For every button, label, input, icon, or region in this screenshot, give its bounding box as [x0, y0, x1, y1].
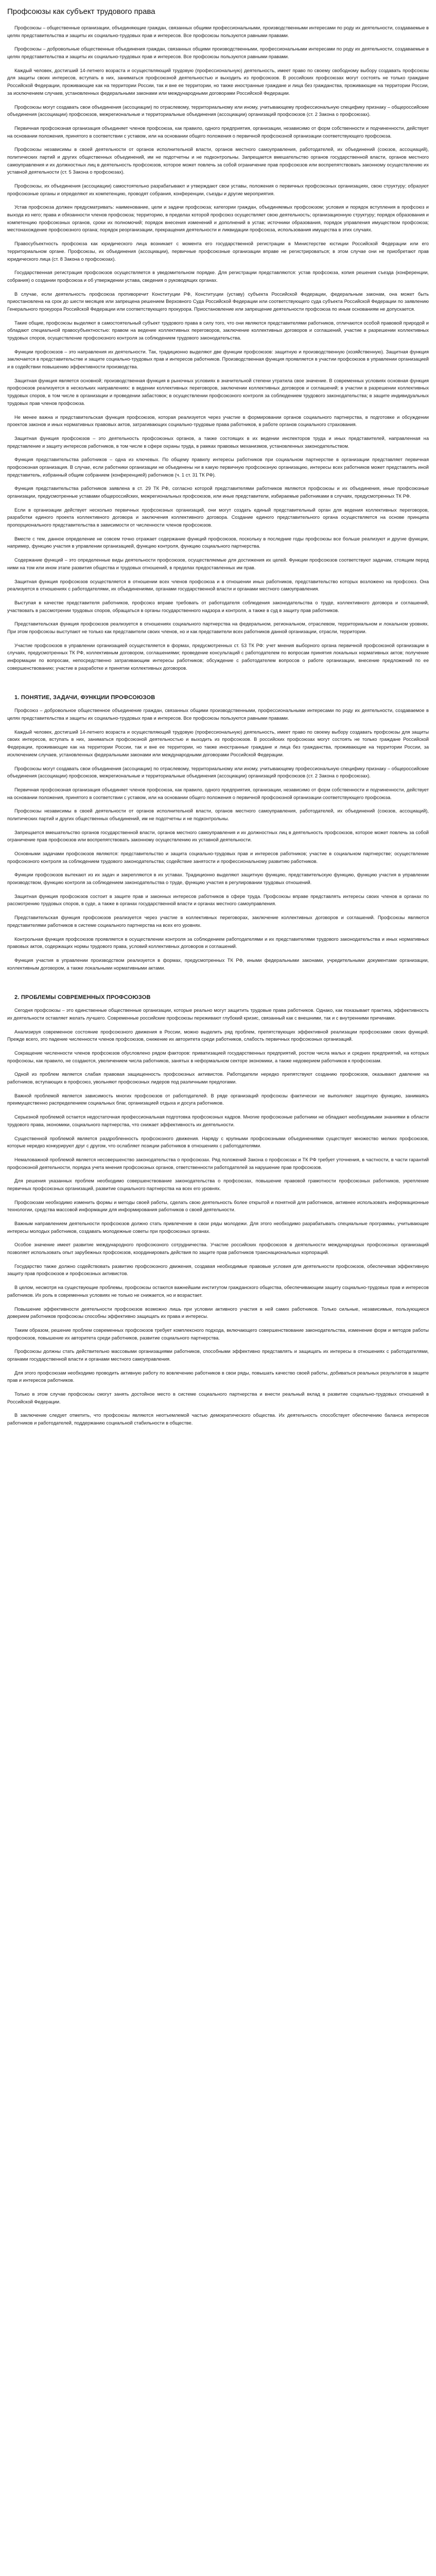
paragraph: В целом, несмотря на существующие проблемы, профсоюзы остаются важнейшим институтом гражданского общества, обеспечивающим защиту социально-трудовых прав и интересов работников. Их роль в современных условиях не только не снижается, но и возрастает. [7, 1285, 429, 1298]
paragraph: Защитная функция профсоюзов осуществляется в отношении всех членов профсоюза и в отношении иных работников, представительство которых возложено на профсоюз. Она реализуется в отношениях с работодателями, их объединениями, органами государственной власти и органами местного самоуправления. [7, 579, 429, 592]
paragraph: Профсоюзы – добровольные общественные объединения граждан, связанных общими производственными, профессиональными интересами по роду их деятельности, создаваемые в целях представительства и защиты их социально-трудовых прав и интересов. Все профсоюзы пользуются равными правами. [7, 46, 429, 60]
paragraph: Каждый человек, достигший 14-летнего возраста и осуществляющий трудовую (профессиональную) деятельность, имеет право по своему свободному выбору создавать профсоюзы для защиты своих интересов, вступать в них, заниматься профсоюзной деятельностью и выходить из профсоюзов. В российских профсоюзах могут состоять не только граждане Российской Федерации, проживающие как на территории России, так и вне ее территории, но также иностранные граждане и лица без гражданства, проживающие на территории России, за исключением случаев, установленных федеральными законами или международными договорами Российской Федерации. [7, 67, 429, 96]
paragraph: Важным направлением деятельности профсоюзов должно стать привлечение в свои ряды молодежи. Для этого необходимо разрабатывать специальные программы, учитывающие интересы молодых работников, создавать молодежные советы при профсоюзных органах. [7, 1221, 429, 1234]
paragraph: Профсоюзы могут создавать свои объединения (ассоциации) по отраслевому, территориальному или иному, учитывающему профессиональную специфику признаку – общероссийские объединения (ассоциации) профсоюзов, межрегиональные и территориальные объединения (ассоциации) организаций профсоюзов (ст. 2 Закона о профсоюзах). [7, 766, 429, 779]
paragraph: Серьезной проблемой остается недостаточная профессиональная подготовка профсоюзных кадров. Многие профсоюзные работники не обладают необходимыми знаниями в области трудового права, экономики, социального партнерства, что снижает эффективность их деятельности. [7, 1114, 429, 1127]
paragraph: В случае, если деятельность профсоюза противоречит Конституции РФ, Конституции (уставу) субъекта Российской Федерации, федеральным законам, она может быть приостановлена на срок до шести месяцев или запрещена решением Верховного Суда Российской Федерации или соответствующего суда субъекта Российской Федерации по заявлению Генерального прокурора Российской Федерации или соответствующего прокурора. Приостановление или запрещение деятельности профсоюза по иным основаниям не допускается. [7, 291, 429, 312]
paragraph: Для этого профсоюзам необходимо проводить активную работу по вовлечению работников в свои ряды, повышать качество своей работы, добиваться реальных результатов в защите прав и интересов работников. [7, 1370, 429, 1383]
intro-section [7, 24, 429, 672]
paragraph: Профсоюз – добровольное общественное объединение граждан, связанных общими производственными, профессиональными интересами по роду их деятельности, создаваемое в целях представительства и защиты их социально-трудовых прав и интересов. Все профсоюзы пользуются равными правами. [7, 708, 429, 721]
paragraph: Немаловажной проблемой является несовершенство законодательства о профсоюзах. Ряд положений Закона о профсоюзах и ТК РФ требует уточнения, в частности, в части гарантий профсоюзной деятельности, порядка учета мнения профсоюзных органов, ответственности работодателей за нарушение прав профсоюзов. [7, 1157, 429, 1170]
section-heading-2: 2. ПРОБЛЕМЫ СОВРЕМЕННЫХ ПРОФСОЮЗОВ [14, 994, 151, 1001]
paragraph: Профсоюзам необходимо изменить формы и методы своей работы, сделать свою деятельность более открытой и понятной для работников, активнее использовать информационные технологии, средства массовой информации для информирования работников о своей деятельности. [7, 1199, 429, 1213]
paragraph: Выступая в качестве представителя работников, профсоюз вправе требовать от работодателя соблюдения законодательства о труде, коллективного договора и соглашений, участвовать в рассмотрении трудовых споров, обращаться в органы государственного надзора и контроля, а также в суд в защиту прав работников. [7, 600, 429, 613]
paragraph: Сокращение численности членов профсоюзов обусловлено рядом факторов: приватизацией государственных предприятий, ростом числа малых и средних предприятий, на которых профсоюзы, как правило, не создаются, увеличением числа работников, занятых в неформальном секторе экономики, а также недоверием работников к профсоюзам. [7, 1050, 429, 1063]
section-heading-1: 1. ПОНЯТИЕ, ЗАДАЧИ, ФУНКЦИИ ПРОФСОЮЗОВ [14, 694, 155, 701]
paragraph: Государственная регистрация профсоюзов осуществляется в уведомительном порядке. Для регистрации представляются: устав профсоюза, копия решения съезда (конференции, собрания) о создании профсоюза и об утверждении устава, сведения о руководящих органах. [7, 270, 429, 283]
paragraph: Представительская функция профсоюзов реализуется в отношениях социального партнерства на федеральном, региональном, отраслевом, территориальном и локальном уровнях. При этом профсоюзы выступают не только как представители своих членов, но и как представители всех работников данной организации, отрасли, территории. [7, 621, 429, 634]
paragraph: Важной проблемой является зависимость многих профсоюзов от работодателей. В ряде организаций профсоюзы фактически не выполняют защитную функцию, занимаясь преимущественно распределением социальных благ, организацией отдыха и досуга работников. [7, 1093, 429, 1106]
paragraph: Профсоюзы независимы в своей деятельности от органов исполнительной власти, органов местного самоуправления, работодателей, их объединений (союзов, ассоциаций), политических партий и других общественных объединений, им не подотчетны и не подконтрольны. [7, 808, 429, 821]
paragraph: Только в этом случае профсоюзы смогут занять достойное место в системе социального партнерства и внести реальный вклад в развитие социально-трудовых отношений в Российской Федерации. [7, 1392, 429, 1404]
paragraph: Существенной проблемой является раздробленность профсоюзного движения. Наряду с крупными профсоюзными объединениями существует множество мелких профсоюзов, которые нередко конкурируют друг с другом, что ослабляет позиции работников в отношениях с работодателями. [7, 1136, 429, 1149]
paragraph: Функции профсоюзов – это направления их деятельности. Так, традиционно выделяют две функции профсоюзов: защитную и производственную (хозяйственную). Защитная функция заключается в представительстве и защите социально-трудовых прав и интересов работников. Производственная функция проявляется в участии профсоюзов в управлении организацией и в содействии повышению эффективности производства. [7, 349, 429, 370]
paragraph: Профсоюзы независимы в своей деятельности от органов исполнительной власти, органов местного самоуправления, работодателей, их объединений (союзов, ассоциаций), политических партий и других общественных объединений, им не подотчетны и не подконтрольны. Запрещается вмешательство органов государственной власти, органов местного самоуправления и их должностных лиц в деятельность профсоюзов, которое может повлечь за собой ограничение прав профсоюзов или воспрепятствовать законному осуществлению их уставной деятельности (ст. 5 Закона о профсоюзах). [7, 147, 429, 175]
paragraph: Профсоюзы – общественные организации, объединяющие граждан, связанных общими профессиональными, производственными интересами по роду их деятельности, создаваемые в целях представительства и защиты их социально-трудовых прав и интересов. Все профсоюзы пользуются равными правами. [7, 25, 429, 38]
paragraph: Основными задачами профсоюзов являются: представительство и защита социально-трудовых прав и интересов работников; участие в социальном партнерстве; осуществление профсоюзного контроля за соблюдением трудового законодательства; содействие занятости и профессиональному развитию работников. [7, 851, 429, 864]
paragraph: Профсоюзы могут создавать свои объединения (ассоциации) по отраслевому, территориальному или иному, учитывающему профессиональную специфику признаку – общероссийские объединения (ассоциации) профсоюзов, межрегиональные и территориальные объединения (ассоциации) организаций профсоюзов (ст. 2 Закона о профсоюзах). [7, 104, 429, 117]
paragraph: Анализируя современное состояние профсоюзного движения в России, можно выделить ряд проблем, препятствующих эффективной реализации профсоюзами своих функций. Прежде всего, это падение численности членов профсоюзов, снижение их авторитета среди работников, слабость первичных профсоюзных организаций. [7, 1029, 429, 1042]
section-2-body [7, 1007, 429, 1427]
paragraph: Правосубъектность профсоюза как юридического лица возникает с момента его государственной регистрации в Министерстве юстиции Российской Федерации или его территориальном органе. Профсоюзы, их объединения (ассоциации), первичные профсоюзные организации вправе не регистрироваться; в этом случае они не приобретают прав юридического лица (ст. 8 Закона о профсоюзах). [7, 241, 429, 262]
paragraph: Такие общие, профсоюзы выделяют в самостоятельный субъект трудового права в силу того, что они являются представителями работников, отличаются особой правовой природой и обладают специальной правосубъектностью: правом на ведение коллективных переговоров, заключение коллективных договоров и соглашений, участие в разрешении коллективных трудовых споров, осуществление профсоюзного контроля за соблюдением трудового законодательства. [7, 320, 429, 341]
paragraph: Функция участия в управлении производством реализуется в формах, предусмотренных ТК РФ, иными федеральными законами, учредительными документами организации, коллективным договором, а также локальными нормативными актами. [7, 957, 429, 971]
paragraph: Первичная профсоюзная организация объединяет членов профсоюза, как правило, одного предприятия, организации, независимо от форм собственности и подчиненности, действует на основании положения, принятого в соответствии с уставом, или на основании общего положения о первичной профсоюзной организации соответствующего профсоюза. [7, 125, 429, 139]
paragraph: Представительская функция профсоюзов реализуется через участие в коллективных переговорах, заключение коллективных договоров и соглашений. Профсоюзы являются представителями работников в системе социального партнерства на всех его уровнях. [7, 915, 429, 928]
paragraph: Устав профсоюза должен предусматривать: наименование, цели и задачи профсоюза; категории граждан, объединяемых профсоюзом; условия и порядок вступления в профсоюз и выхода из него; права и обязанности членов профсоюза; территорию, в пределах которой профсоюз осуществляет свою деятельность; организационную структуру; порядок образования и компетенцию профсоюзных органов, сроки их полномочий; порядок внесения изменений и дополнений в устав; источники образования, порядок управления имуществом профсоюза; местонахождение профсоюзного органа; порядок реорганизации, прекращения деятельности и ликвидации профсоюза, использования имущества в этих случаях. [7, 205, 429, 233]
paragraph: Повышение эффективности деятельности профсоюзов возможно лишь при условии активного участия в ней самих работников. Только сильные, независимые, пользующиеся доверием работников профсоюзы способны эффективно защищать их права и интересы. [7, 1306, 429, 1319]
paragraph: Защитная функция является основной; производственная функция в рыночных условиях в значительной степени утратила свое значение. В современных условиях основная функция профсоюзов реализуется в нескольких направлениях: в ведении коллективных переговоров, заключении коллективных договоров и соглашений; в участии в разрешении коллективных трудовых споров, в том числе в организации и проведении забастовок; в осуществлении профсоюзного контроля за соблюдением трудового законодательства; в защите индивидуальных трудовых прав членов профсоюза. [7, 378, 429, 406]
paragraph: Государство также должно содействовать развитию профсоюзного движения, создавая необходимые правовые условия для деятельности профсоюзов, обеспечивая эффективную защиту прав профсоюзов и профсоюзных активистов. [7, 1263, 429, 1277]
paragraph: Каждый человек, достигший 14-летнего возраста и осуществляющий трудовую (профессиональную) деятельность, имеет право по своему выбору создавать профсоюзы для защиты своих интересов, вступать в них, заниматься профсоюзной деятельностью и выходить из профсоюзов. В российских профсоюзах могут состоять не только граждане Российской Федерации, проживающие как на территории России, так и вне ее территории, но также иностранные граждане и лица без гражданства, проживающие на территории России, за исключением случаев, установленных федеральными законами или международными договорами Российской Федерации. [7, 729, 429, 757]
paragraph: Для решения указанных проблем необходимо совершенствование законодательства о профсоюзах, повышение правовой грамотности профсоюзных работников, укрепление первичных профсоюзных организаций, развитие социального партнерства на всех его уровнях. [7, 1178, 429, 1191]
paragraph: Первичная профсоюзная организация объединяет членов профсоюза, как правило, одного предприятия, организации, независимо от форм собственности и подчиненности, действует на основании положения, принятого в соответствии с уставом, или на основании общего положения о первичной профсоюзной организации соответствующего профсоюза. [7, 787, 429, 800]
paragraph: Особое значение имеет развитие международного профсоюзного сотрудничества. Участие российских профсоюзов в деятельности международных профсоюзных организаций позволяет использовать опыт зарубежных профсоюзов, координировать действия по защите прав работников транснациональных корпораций. [7, 1242, 429, 1256]
paragraph: Функция представительства работников – одна из ключевых. По общему правилу интересы работников при социальном партнерстве в организации представляет первичная профсоюзная организация. В случае, если работники организации не объединены ни в какую первичную профсоюзную организацию, интересы всех работников может представлять иной представитель, избранный общим собранием (конференцией) работников (ч. 1 ст. 31 ТК РФ). [7, 457, 429, 478]
paragraph: Сегодня профсоюзы – это единственные общественные организации, которые реально могут защитить трудовые права работников. Однако, как показывает практика, эффективность их деятельности оставляет желать лучшего. Современные российские профсоюзы переживают глубокий кризис, связанный как с внешними, так и с внутренними причинами. [7, 1008, 429, 1021]
paragraph: Защитная функция профсоюзов состоит в защите прав и законных интересов работников в сфере труда. Профсоюзы вправе представлять интересы своих членов в органах по рассмотрению трудовых споров, в суде, а также в органах государственной власти и органах местного самоуправления. [7, 893, 429, 907]
paragraph: Функции профсоюзов вытекают из их задач и закрепляются в их уставах. Традиционно выделяют защитную функцию, представительскую функцию, функцию участия в управлении производством, функцию контроля за соблюдением законодательства о труде, функцию участия в регулировании трудовых отношений. [7, 872, 429, 886]
paragraph: Содержание функций – это определенные виды деятельности профсоюзов, осуществляемые для достижения их целей. Функции профсоюзов соответствуют задачам, стоящим перед ними на том или ином этапе развития общества и трудовых отношений, в пределах предоставленных им прав. [7, 557, 429, 570]
document-title: Профсоюзы как субъект трудового права [7, 7, 155, 16]
paragraph: Таким образом, решение проблем современных профсоюзов требует комплексного подхода, включающего совершенствование законодательства, изменение форм и методов работы профсоюзов, повышение их авторитета среди работников, развитие социального партнерства. [7, 1327, 429, 1341]
paragraph: Профсоюзы должны стать действительно массовыми организациями работников, способными эффективно представлять и защищать их интересы в отношениях с работодателями, органами государственной власти и органами местного самоуправления. [7, 1349, 429, 1362]
paragraph: В заключение следует отметить, что профсоюзы являются неотъемлемой частью демократического общества. Их деятельность способствует обеспечению баланса интересов работников и работодателей, поддержанию социальной стабильности в обществе. [7, 1413, 429, 1426]
paragraph: Защитная функция профсоюзов – это деятельность профсоюзных органов, а также состоящих в их ведении инспекторов труда и иных представителей, направленная на представление и защиту интересов работников, в том числе в сфере охраны труда, в рамках правовых механизмов, установленных законодательством. [7, 435, 429, 449]
paragraph: Профсоюзы, их объединения (ассоциации) самостоятельно разрабатывают и утверждают свои уставы, положения о первичных профсоюзных организациях, свою структуру; образуют профсоюзные органы и определяют их компетенцию, проводят собрания, конференции, съезды и другие мероприятия. [7, 183, 429, 196]
paragraph: Вместе с тем, данное определение не совсем точно отражает содержание функций профсоюзов, поскольку в последние годы профсоюзы все больше реализуют и другие функции, например, функцию участия в управлении организацией, функцию контроля, функцию социального партнерства. [7, 536, 429, 549]
paragraph: Запрещается вмешательство органов государственной власти, органов местного самоуправления и их должностных лиц в деятельность профсоюзов, которое может повлечь за собой ограничение прав профсоюзов или воспрепятствовать законному осуществлению их уставной деятельности. [7, 829, 429, 843]
paragraph: Не менее важна и представительская функция профсоюзов, которая реализуется через участие в формировании органов социального партнерства, в подготовке и обсуждении проектов законов и иных нормативных правовых актов, затрагивающих социально-трудовые права работников, в работе органов социального страхования. [7, 414, 429, 428]
paragraph: Функция представительства работников заявлена в ст. 29 ТК РФ, согласно которой представителями работников являются профсоюзы и их объединения, иные профсоюзные организации, предусмотренные уставами общероссийских, межрегиональных профсоюзов, или иные представители, избираемые работниками в случаях, предусмотренных ТК РФ. [7, 486, 429, 499]
paragraph: Контрольная функция профсоюзов проявляется в осуществлении контроля за соблюдением работодателями и их представителями трудового законодательства и иных нормативных правовых актов, содержащих нормы трудового права, условий коллективных договоров и соглашений. [7, 936, 429, 950]
section-1-body [7, 707, 429, 972]
paragraph: Участие профсоюзов в управлении организацией осуществляется в формах, предусмотренных ст. 53 ТК РФ: учет мнения выборного органа первичной профсоюзной организации в случаях, предусмотренных ТК РФ, коллективным договором, соглашениями; проведение консультаций с работодателем по вопросам принятия локальных нормативных актов; получение информации по вопросам, непосредственно затрагивающим интересы работников; обсуждение с работодателем вопросов о работе организации, внесение предложений по ее совершенствованию; участие в разработке и принятии коллективных договоров. [7, 642, 429, 671]
paragraph: Если в организации действует несколько первичных профсоюзных организаций, они могут создать единый представительный орган для ведения коллективных переговоров, разработки единого проекта коллективного договора и заключения коллективного договора. Создание единого представительного органа осуществляется на основе принципа пропорционального представительства в зависимости от численности членов профсоюзов. [7, 507, 429, 528]
paragraph: Одной из проблем является слабая правовая защищенность профсоюзных активистов. Работодатели нередко препятствуют созданию профсоюзов, оказывают давление на работников, вступающих в профсоюз, увольняют профсоюзных лидеров под различными предлогами. [7, 1072, 429, 1085]
